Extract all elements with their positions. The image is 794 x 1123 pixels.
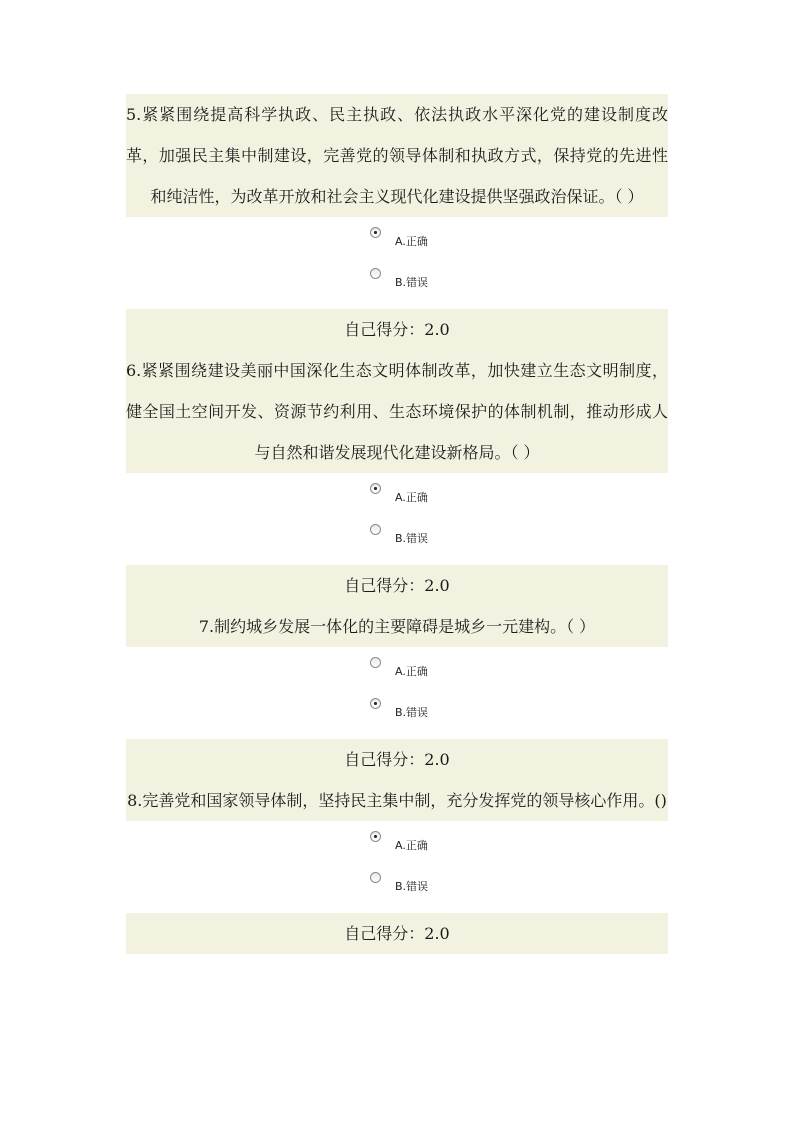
option-label: B.错误 bbox=[395, 706, 429, 719]
question-7-options bbox=[126, 647, 668, 739]
score-row bbox=[126, 565, 668, 606]
option-b[interactable] bbox=[370, 520, 668, 561]
score-text: 自己得分：2.0 bbox=[344, 924, 450, 943]
option-label: B.错误 bbox=[395, 532, 429, 545]
radio-checked-icon[interactable] bbox=[370, 483, 381, 494]
question-7 bbox=[126, 606, 668, 647]
option-b[interactable] bbox=[370, 694, 668, 735]
radio-unchecked-icon[interactable] bbox=[370, 657, 381, 668]
question-8-options bbox=[126, 821, 668, 913]
option-a[interactable] bbox=[370, 479, 668, 520]
option-a[interactable] bbox=[370, 653, 668, 694]
question-text: 6.紧紧围绕建设美丽中国深化生态文明体制改革，加快建立生态文明制度，健全国土空间开发、资源节约利用、生态环境保护的体制机制，推动形成人与自然和谐发展现代化建设新格局。（ ） bbox=[126, 361, 668, 462]
radio-checked-icon[interactable] bbox=[370, 698, 381, 709]
option-a[interactable] bbox=[370, 223, 668, 264]
score-text: 自己得分：2.0 bbox=[344, 750, 450, 769]
option-label: A.正确 bbox=[395, 235, 428, 248]
option-b[interactable] bbox=[370, 264, 668, 305]
question-6 bbox=[126, 350, 668, 473]
question-8 bbox=[126, 780, 668, 821]
radio-unchecked-icon[interactable] bbox=[370, 872, 381, 883]
question-text: 7.制约城乡发展一体化的主要障碍是城乡一元建构。（ ） bbox=[198, 617, 596, 636]
score-text: 自己得分：2.0 bbox=[344, 576, 450, 595]
question-text: 8.完善党和国家领导体制，坚持民主集中制，充分发挥党的领导核心作用。() bbox=[127, 791, 667, 810]
score-text: 自己得分：2.0 bbox=[344, 320, 450, 339]
question-5-options bbox=[126, 217, 668, 309]
option-label: A.正确 bbox=[395, 839, 428, 852]
score-row bbox=[126, 739, 668, 780]
score-row bbox=[126, 309, 668, 350]
option-a[interactable] bbox=[370, 827, 668, 868]
question-6-options bbox=[126, 473, 668, 565]
option-label: A.正确 bbox=[395, 491, 428, 504]
question-5 bbox=[126, 94, 668, 217]
quiz-content bbox=[126, 94, 668, 954]
option-label: B.错误 bbox=[395, 880, 429, 893]
radio-unchecked-icon[interactable] bbox=[370, 524, 381, 535]
score-row bbox=[126, 913, 668, 954]
option-b[interactable] bbox=[370, 868, 668, 909]
radio-checked-icon[interactable] bbox=[370, 831, 381, 842]
radio-unchecked-icon[interactable] bbox=[370, 268, 381, 279]
option-label: A.正确 bbox=[395, 665, 428, 678]
option-label: B.错误 bbox=[395, 276, 429, 289]
question-text: 5.紧紧围绕提高科学执政、民主执政、依法执政水平深化党的建设制度改革，加强民主集中制建设，完善党的领导体制和执政方式，保持党的先进性和纯洁性，为改革开放和社会主义现代化建设提供坚强政治保证。（ ） bbox=[126, 105, 668, 206]
radio-checked-icon[interactable] bbox=[370, 227, 381, 238]
